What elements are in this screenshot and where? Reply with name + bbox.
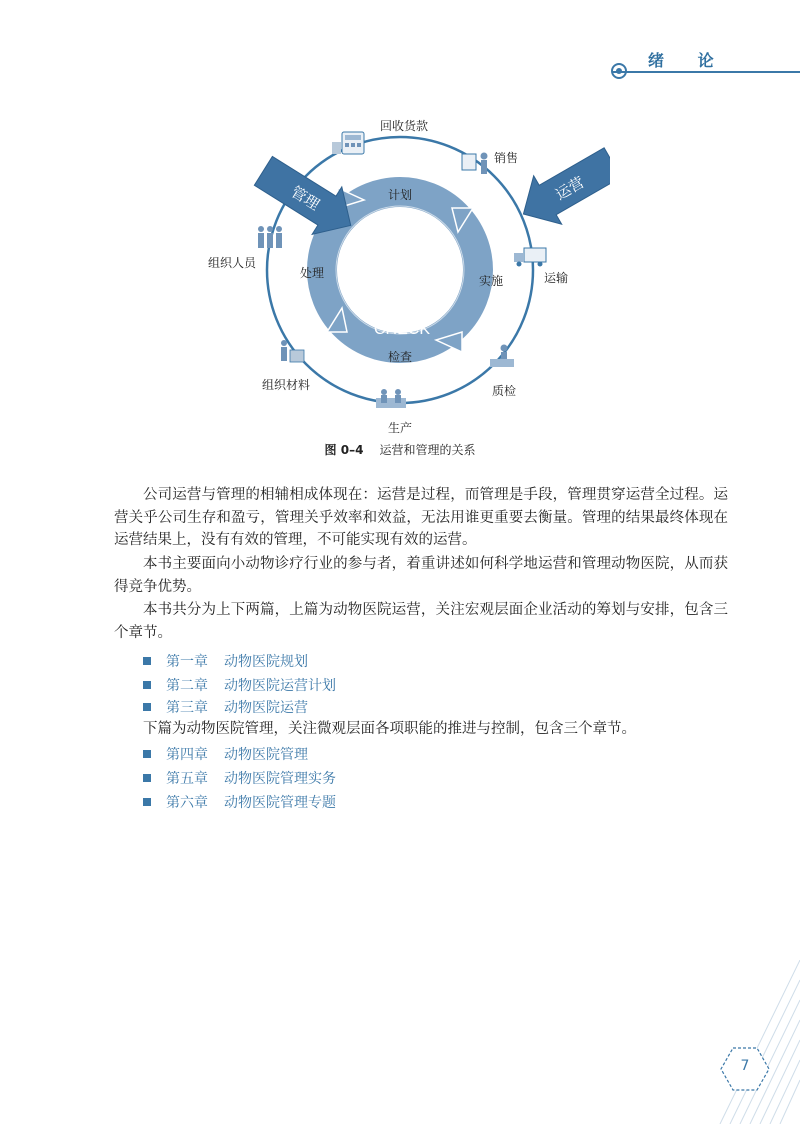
personnel-icon xyxy=(258,226,282,248)
operate-arrow-label: 运营 xyxy=(552,173,588,204)
toc-item: 第六章 动物医院管理专题 xyxy=(143,792,336,812)
figure-number: 图 0–4 xyxy=(324,443,364,457)
inner-label-action: 处理 xyxy=(299,266,325,280)
page-number: 7 xyxy=(740,1058,750,1074)
square-bullet-icon xyxy=(143,798,151,806)
outer-label-personnel: 组织人员 xyxy=(208,256,257,270)
production-icon xyxy=(376,389,406,408)
cycle-plan-label: PLAN xyxy=(379,212,421,229)
toc-item: 第四章 动物医院管理 xyxy=(143,744,308,764)
sales-person-icon xyxy=(462,153,488,175)
figure-caption xyxy=(0,441,800,458)
paragraph-1: 公司运营与管理的相辅相成体现在：运营是过程，而管理是手段，管理贯穿运营全过程。运营关乎公司生存和盈亏，管理关乎效率和效益，无法用谁更重要去衡量。管理的结果最终体现在运营结果上，没有有效的管理，不可能实现有效的运营。 xyxy=(114,487,728,548)
corner-decoration xyxy=(680,960,800,1124)
quality-check-icon xyxy=(490,345,514,368)
square-bullet-icon xyxy=(143,657,151,665)
outer-label-sales: 销售 xyxy=(494,151,519,165)
chapter-header-title: 绪 论 xyxy=(648,51,728,70)
pdca-diagram xyxy=(190,110,610,440)
outer-label-payment: 回收货款 xyxy=(380,119,429,133)
square-bullet-icon xyxy=(143,703,151,711)
square-bullet-icon xyxy=(143,750,151,758)
header-rule xyxy=(612,71,800,73)
square-bullet-icon xyxy=(143,774,151,782)
outer-label-production: 生产 xyxy=(387,421,413,435)
cycle-check-label: CHECK xyxy=(373,321,431,338)
square-bullet-icon xyxy=(143,681,151,689)
outer-label-transport: 运输 xyxy=(544,271,569,285)
paragraph-3: 本书共分为上下两篇，上篇为动物医院运营，关注宏观层面企业活动的筹划与安排，包含三个章节。 xyxy=(114,602,728,641)
cycle-do-label: DO xyxy=(443,263,460,287)
figure-title: 运营和管理的关系 xyxy=(379,443,476,457)
toc-item: 第五章 动物医院管理实务 xyxy=(143,768,336,788)
truck-icon xyxy=(514,248,546,267)
cycle-action-label: ACTION xyxy=(341,241,358,303)
paragraph-2: 本书主要面向小动物诊疗行业的参与者，着重讲述如何科学地运营和管理动物医院，从而获得竞争优势。 xyxy=(114,556,728,595)
outer-label-quality: 质检 xyxy=(492,384,517,398)
outer-label-materials: 组织材料 xyxy=(262,378,311,392)
toc-item: 第一章 动物医院规划 xyxy=(143,651,308,671)
calculator-icon xyxy=(332,132,364,154)
toc-item: 第二章 动物医院运营计划 xyxy=(143,675,336,695)
inner-label-plan: 计划 xyxy=(387,188,413,202)
manage-arrow-label: 管理 xyxy=(287,182,323,214)
toc-item: 第三章 动物医院运营 xyxy=(143,697,308,717)
materials-icon xyxy=(281,340,304,362)
paragraph-4: 下篇为动物医院管理，关注微观层面各项职能的推进与控制，包含三个章节。 xyxy=(143,721,636,737)
inner-label-check: 检查 xyxy=(387,350,413,364)
inner-label-do: 实施 xyxy=(478,274,504,288)
